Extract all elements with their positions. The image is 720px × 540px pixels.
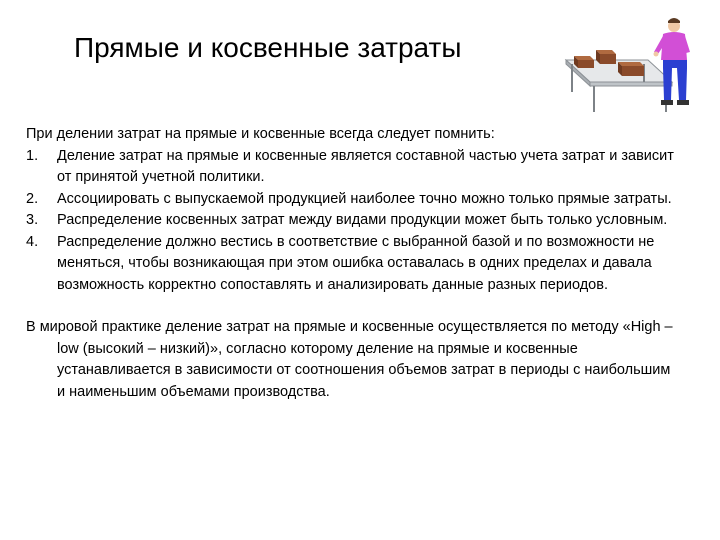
conveyor-worker-icon (560, 12, 700, 116)
slide-body (26, 124, 676, 403)
list-item-text: Распределение косвенных затрат между видами продукции может быть только условным. (57, 212, 668, 228)
list-item-text: Распределение должно вестись в соответствие с выбранной базой и по возможности не меняться, чтобы возникающая при этом ошибка оставалась в одних пределах и давала возможность корректно сопоставлять и анализировать данные разных периодов. (57, 233, 655, 293)
box-icon (574, 56, 594, 68)
box-icon (618, 62, 644, 76)
list-item (26, 189, 676, 211)
list-item (26, 146, 676, 189)
list-item-number: 2. (26, 190, 39, 207)
box-icon (596, 50, 616, 64)
slide-title: Прямые и косвенные затраты (74, 32, 462, 63)
list-item-number: 4. (26, 233, 39, 250)
list-item-number: 1. (26, 147, 39, 164)
list-item-text: Ассоциировать с выпускаемой продукцией наиболее точно можно только прямые затраты. (57, 190, 672, 207)
worker-icon (654, 18, 691, 105)
list-item (26, 210, 676, 232)
practice-paragraph: В мировой практике деление затрат на прямые и косвенные осуществляется по методу «High – low (высокий – низкий)», согласно которому деление на прямые и косвенные устанавливается в зависимости от соотношения объемов затрат в периоды с наибольшим и наименьшим объемами производства. (26, 319, 673, 400)
numbered-list (26, 146, 676, 297)
list-item-number: 3. (26, 212, 39, 228)
list-item (26, 232, 676, 297)
intro-text: При делении затрат на прямые и косвенные всегда следует помнить: (26, 126, 495, 142)
list-item-text: Деление затрат на прямые и косвенные является составной частью учета затрат и зависит от принятой учетной политики. (57, 147, 674, 185)
